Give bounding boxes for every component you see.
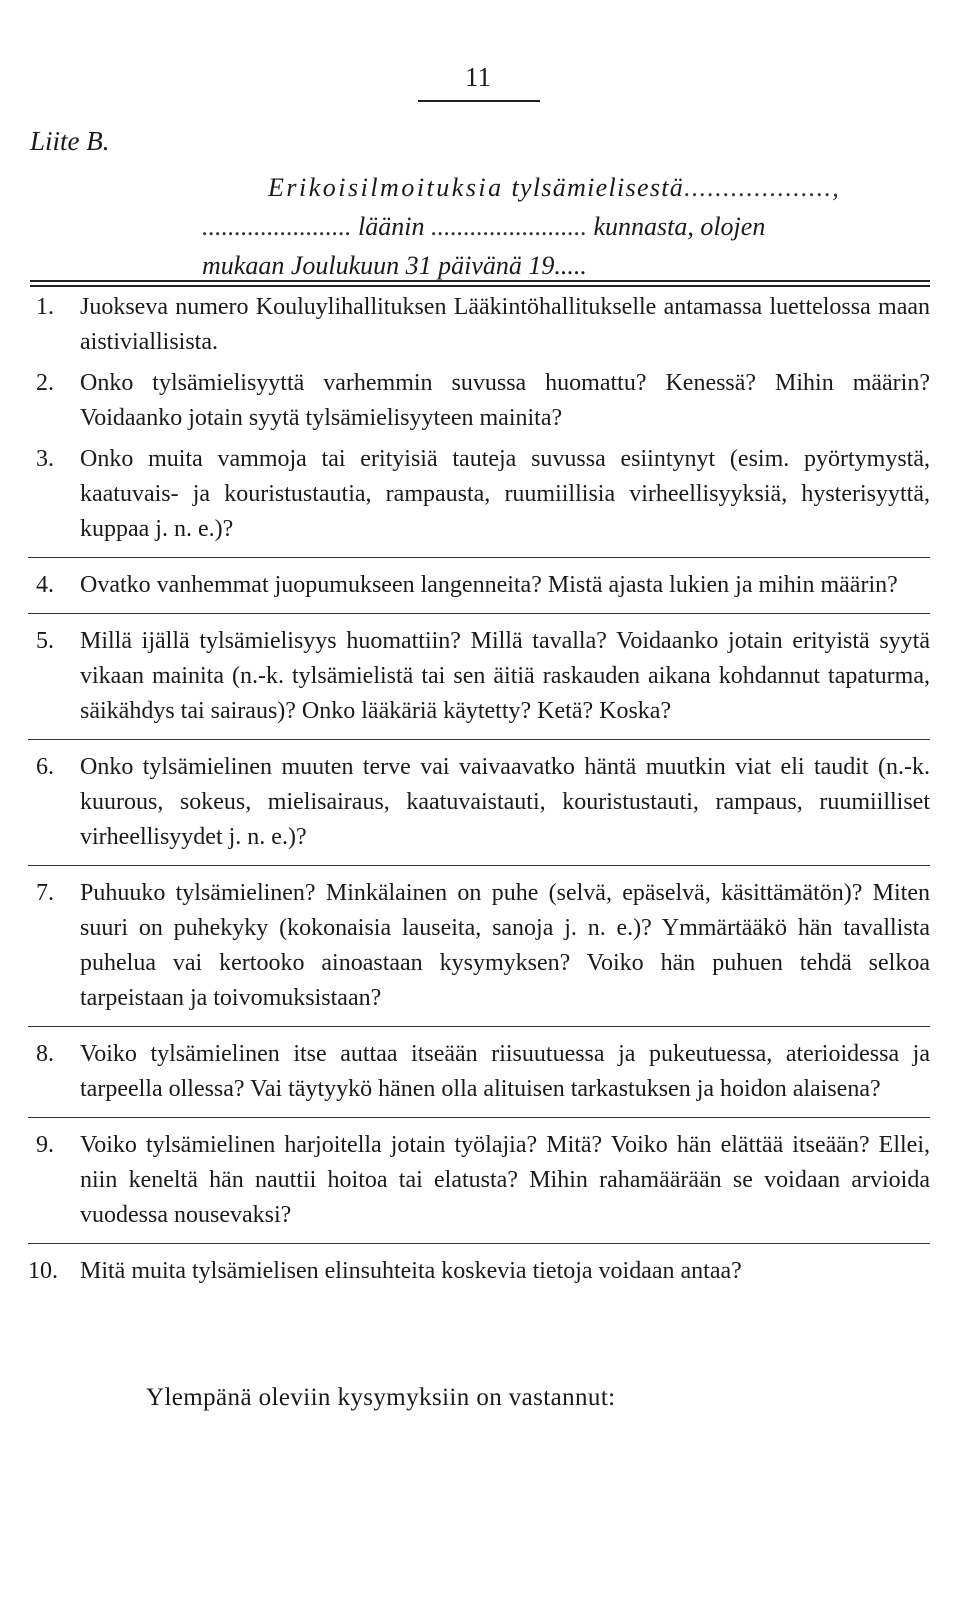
- question-number: 5.: [36, 628, 54, 654]
- page-number-underline: [418, 100, 540, 102]
- question-item: [28, 1128, 930, 1239]
- heading-municipality: kunnasta, olojen: [586, 212, 766, 241]
- question-divider: [28, 613, 930, 614]
- question-number: 6.: [36, 754, 54, 780]
- question-number: 4.: [36, 572, 54, 598]
- question-item: [28, 1037, 930, 1113]
- question-item: [28, 568, 930, 609]
- question-number: 2.: [36, 370, 54, 396]
- question-item: [28, 876, 930, 1022]
- question-text: Voiko tylsämielinen itse auttaa itseään riisuutuessa ja pukeutuessa, aterioidessa ja tarpeella ollessa? Vai täytyykö hänen olla alituisen tarkastuksen ja hoidon alaisena?: [80, 1041, 930, 1102]
- question-number: 9.: [36, 1132, 54, 1158]
- question-text: Onko tylsämielinen muuten terve vai vaivaavatko häntä muutkin viat eli taudit (n.-k. kuurous, sokeus, mielisairaus, kaatuvaistauti, kouristustauti, rampaus, ruumiilliset virheellisyydet j. n. e.)?: [80, 754, 930, 850]
- form-heading: [30, 168, 930, 285]
- heading-line-2: [30, 207, 930, 246]
- heading-subject: tylsämielisestä: [503, 173, 685, 202]
- question-divider: [28, 739, 930, 740]
- question-number: 7.: [36, 880, 54, 906]
- question-number: 10.: [28, 1258, 58, 1284]
- question-text: Onko muita vammoja tai erityisiä tauteja suvussa esiintynyt (esim. pyörtymystä, kaatuvais- ja kouristustautia, rampausta, ruumiillisia virheellisyyksiä, hysterisyyttä, kuppaa j. n. e.)?: [80, 446, 930, 542]
- question-text: Mitä muita tylsämielisen elinsuhteita koskevia tietoja voidaan antaa?: [80, 1258, 742, 1284]
- heading-blank-2: .......................: [202, 212, 352, 241]
- question-list: [28, 290, 930, 1295]
- heading-title: Erikoisilmoituksia: [268, 173, 504, 202]
- question-divider: [28, 865, 930, 866]
- question-text: Millä ijällä tylsämielisyys huomattiin? Millä tavalla? Voidaanko jotain erityistä syytä vikaan mainita (n.-k. tylsämielistä tai sen äitiä raskauden aikana kohdannut tapaturma, säikähdys tai sairaus)? Onko lääkäriä käytetty? Ketä? Koska?: [80, 628, 930, 724]
- question-number: 8.: [36, 1041, 54, 1067]
- appendix-label: Liite B.: [30, 126, 110, 156]
- heading-double-rule: [30, 280, 930, 287]
- heading-blank-3: ........................: [430, 212, 587, 241]
- heading-province: läänin: [351, 212, 431, 241]
- question-item: [28, 750, 930, 861]
- question-divider: [28, 1117, 930, 1118]
- question-number: 3.: [36, 446, 54, 472]
- question-item: [28, 1254, 930, 1295]
- question-divider: [28, 557, 930, 558]
- question-text: Juokseva numero Kouluylihallituksen Lääkintöhallitukselle antamassa luettelossa maan aistiviallisista.: [80, 294, 930, 355]
- question-item: [28, 366, 930, 442]
- question-text: Voiko tylsämielinen harjoitella jotain työlajia? Mitä? Voiko hän elättää itseään? Ellei, niin keneltä hän nauttii hoitoa tai elatusta? Mihin rahamäärään se voidaan arvioida vuodessa nousevaksi?: [80, 1132, 930, 1228]
- question-item: [28, 290, 930, 366]
- question-divider: [28, 1243, 930, 1244]
- page-number: 11: [465, 62, 491, 92]
- question-text: Puhuuko tylsämielinen? Minkälainen on puhe (selvä, epäselvä, käsittämätön)? Miten suuri on puhekyky (kokonaisia lauseita, sanoja j. n. e.)? Ymmärtääkö hän tavallista puhelua vai kertooko ainoastaan kysymyksen? Voiko hän puhuen tehdä selkoa tarpeistaan ja toivomuksistaan?: [80, 880, 930, 1011]
- heading-line-3: mukaan Joulukuun 31 päivänä 19.....: [202, 251, 587, 280]
- heading-line-1: [30, 168, 930, 207]
- question-divider: [28, 1026, 930, 1027]
- question-text: Ovatko vanhemmat juopumukseen langenneita? Mistä ajasta lukien ja mihin määrin?: [80, 572, 898, 598]
- question-number: 1.: [36, 294, 54, 320]
- question-item: [28, 624, 930, 735]
- question-text: Onko tylsämielisyyttä varhemmin suvussa huomattu? Kenessä? Mihin määrin? Voidaanko jotain syytä tylsämielisyyteen mainita?: [80, 370, 930, 431]
- heading-blank-1: ...................,: [684, 173, 841, 202]
- respondent-line: Ylempänä oleviin kysymyksiin on vastannut:: [146, 1384, 616, 1411]
- question-item: [28, 442, 930, 553]
